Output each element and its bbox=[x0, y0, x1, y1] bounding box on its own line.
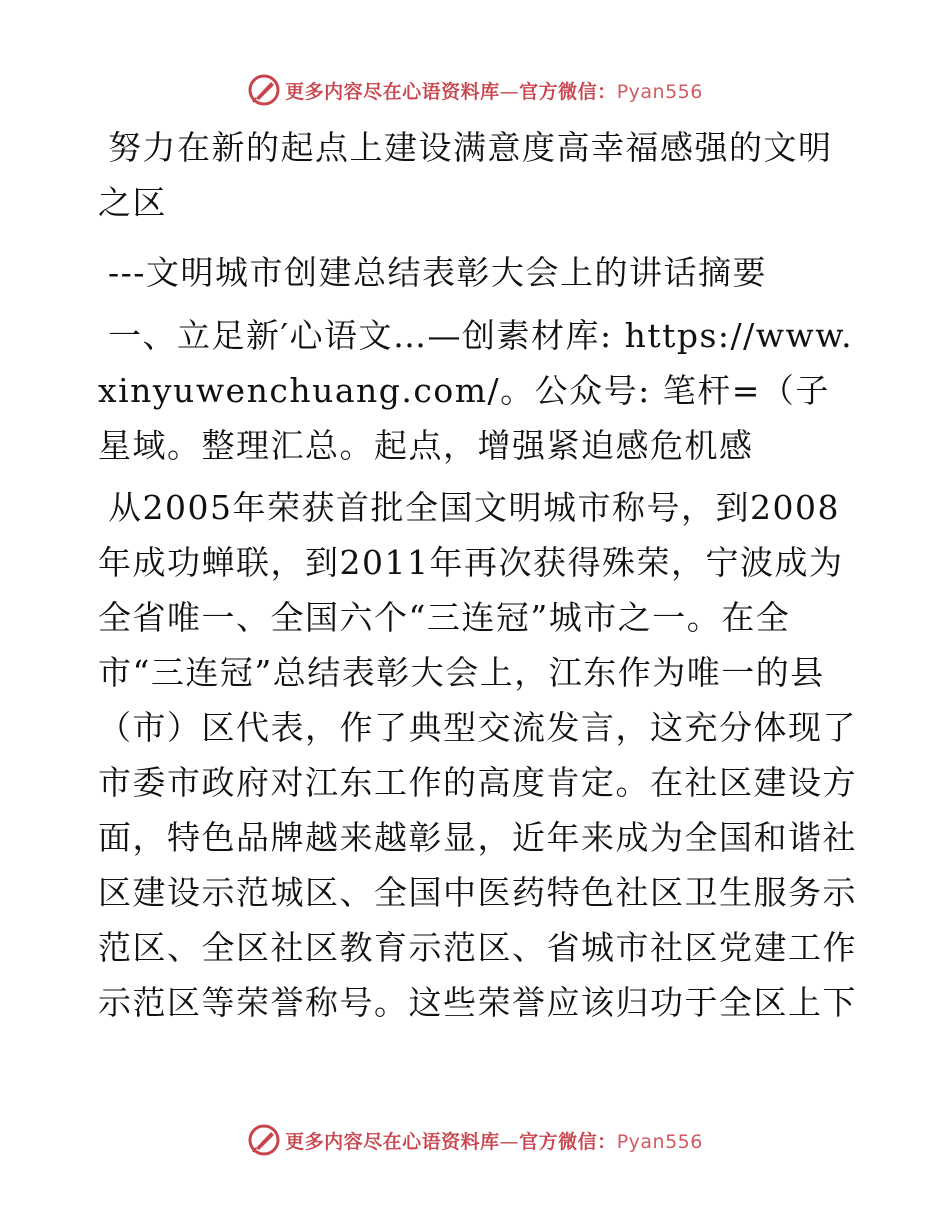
document-title: 努力在新的起点上建设满意度高幸福感强的文明之区 bbox=[98, 128, 833, 222]
watermark-text: 更多内容尽在心语资料库—官方微信：Pyan556 bbox=[285, 1130, 703, 1153]
section-heading: 一、立足新′心语文…—创素材库: https://www.xinyuwenchuang.com/。公众号: 笔杆=（子星域。整理汇总。起点，增强紧迫感危机感 bbox=[98, 316, 854, 465]
watermark-text: 更多内容尽在心语资料库—官方微信：Pyan556 bbox=[285, 80, 703, 103]
document-body bbox=[98, 120, 858, 1030]
feather-quill-logo-icon bbox=[247, 1123, 281, 1157]
watermark-banner-top bbox=[0, 70, 950, 110]
body-paragraph: 从2005年荣获首批全国文明城市称号，到2008年成功蝉联，到2011年再次获得殊荣，宁波成为全省唯一、全国六个“三连冠”城市之一。在全市“三连冠”总结表彰大会上，江东作为唯一的县（市）区代表，作了典型交流发言，这充分体现了市委市政府对江东工作的高度肯定。在社区建设方面，特色品牌越来越彰显，近年来成为全国和谐社区建设示范城区、全国中医药特色社区卫生服务示范区、全区社区教育示范区、省城市社区党建工作示范区等荣誉称号。这些荣誉应该归功于全区上下 bbox=[98, 488, 857, 1022]
feather-quill-logo-icon bbox=[247, 73, 281, 107]
watermark-banner-bottom bbox=[0, 1120, 950, 1160]
document-subtitle: ---文明城市创建总结表彰大会上的讲话摘要 bbox=[108, 253, 767, 292]
